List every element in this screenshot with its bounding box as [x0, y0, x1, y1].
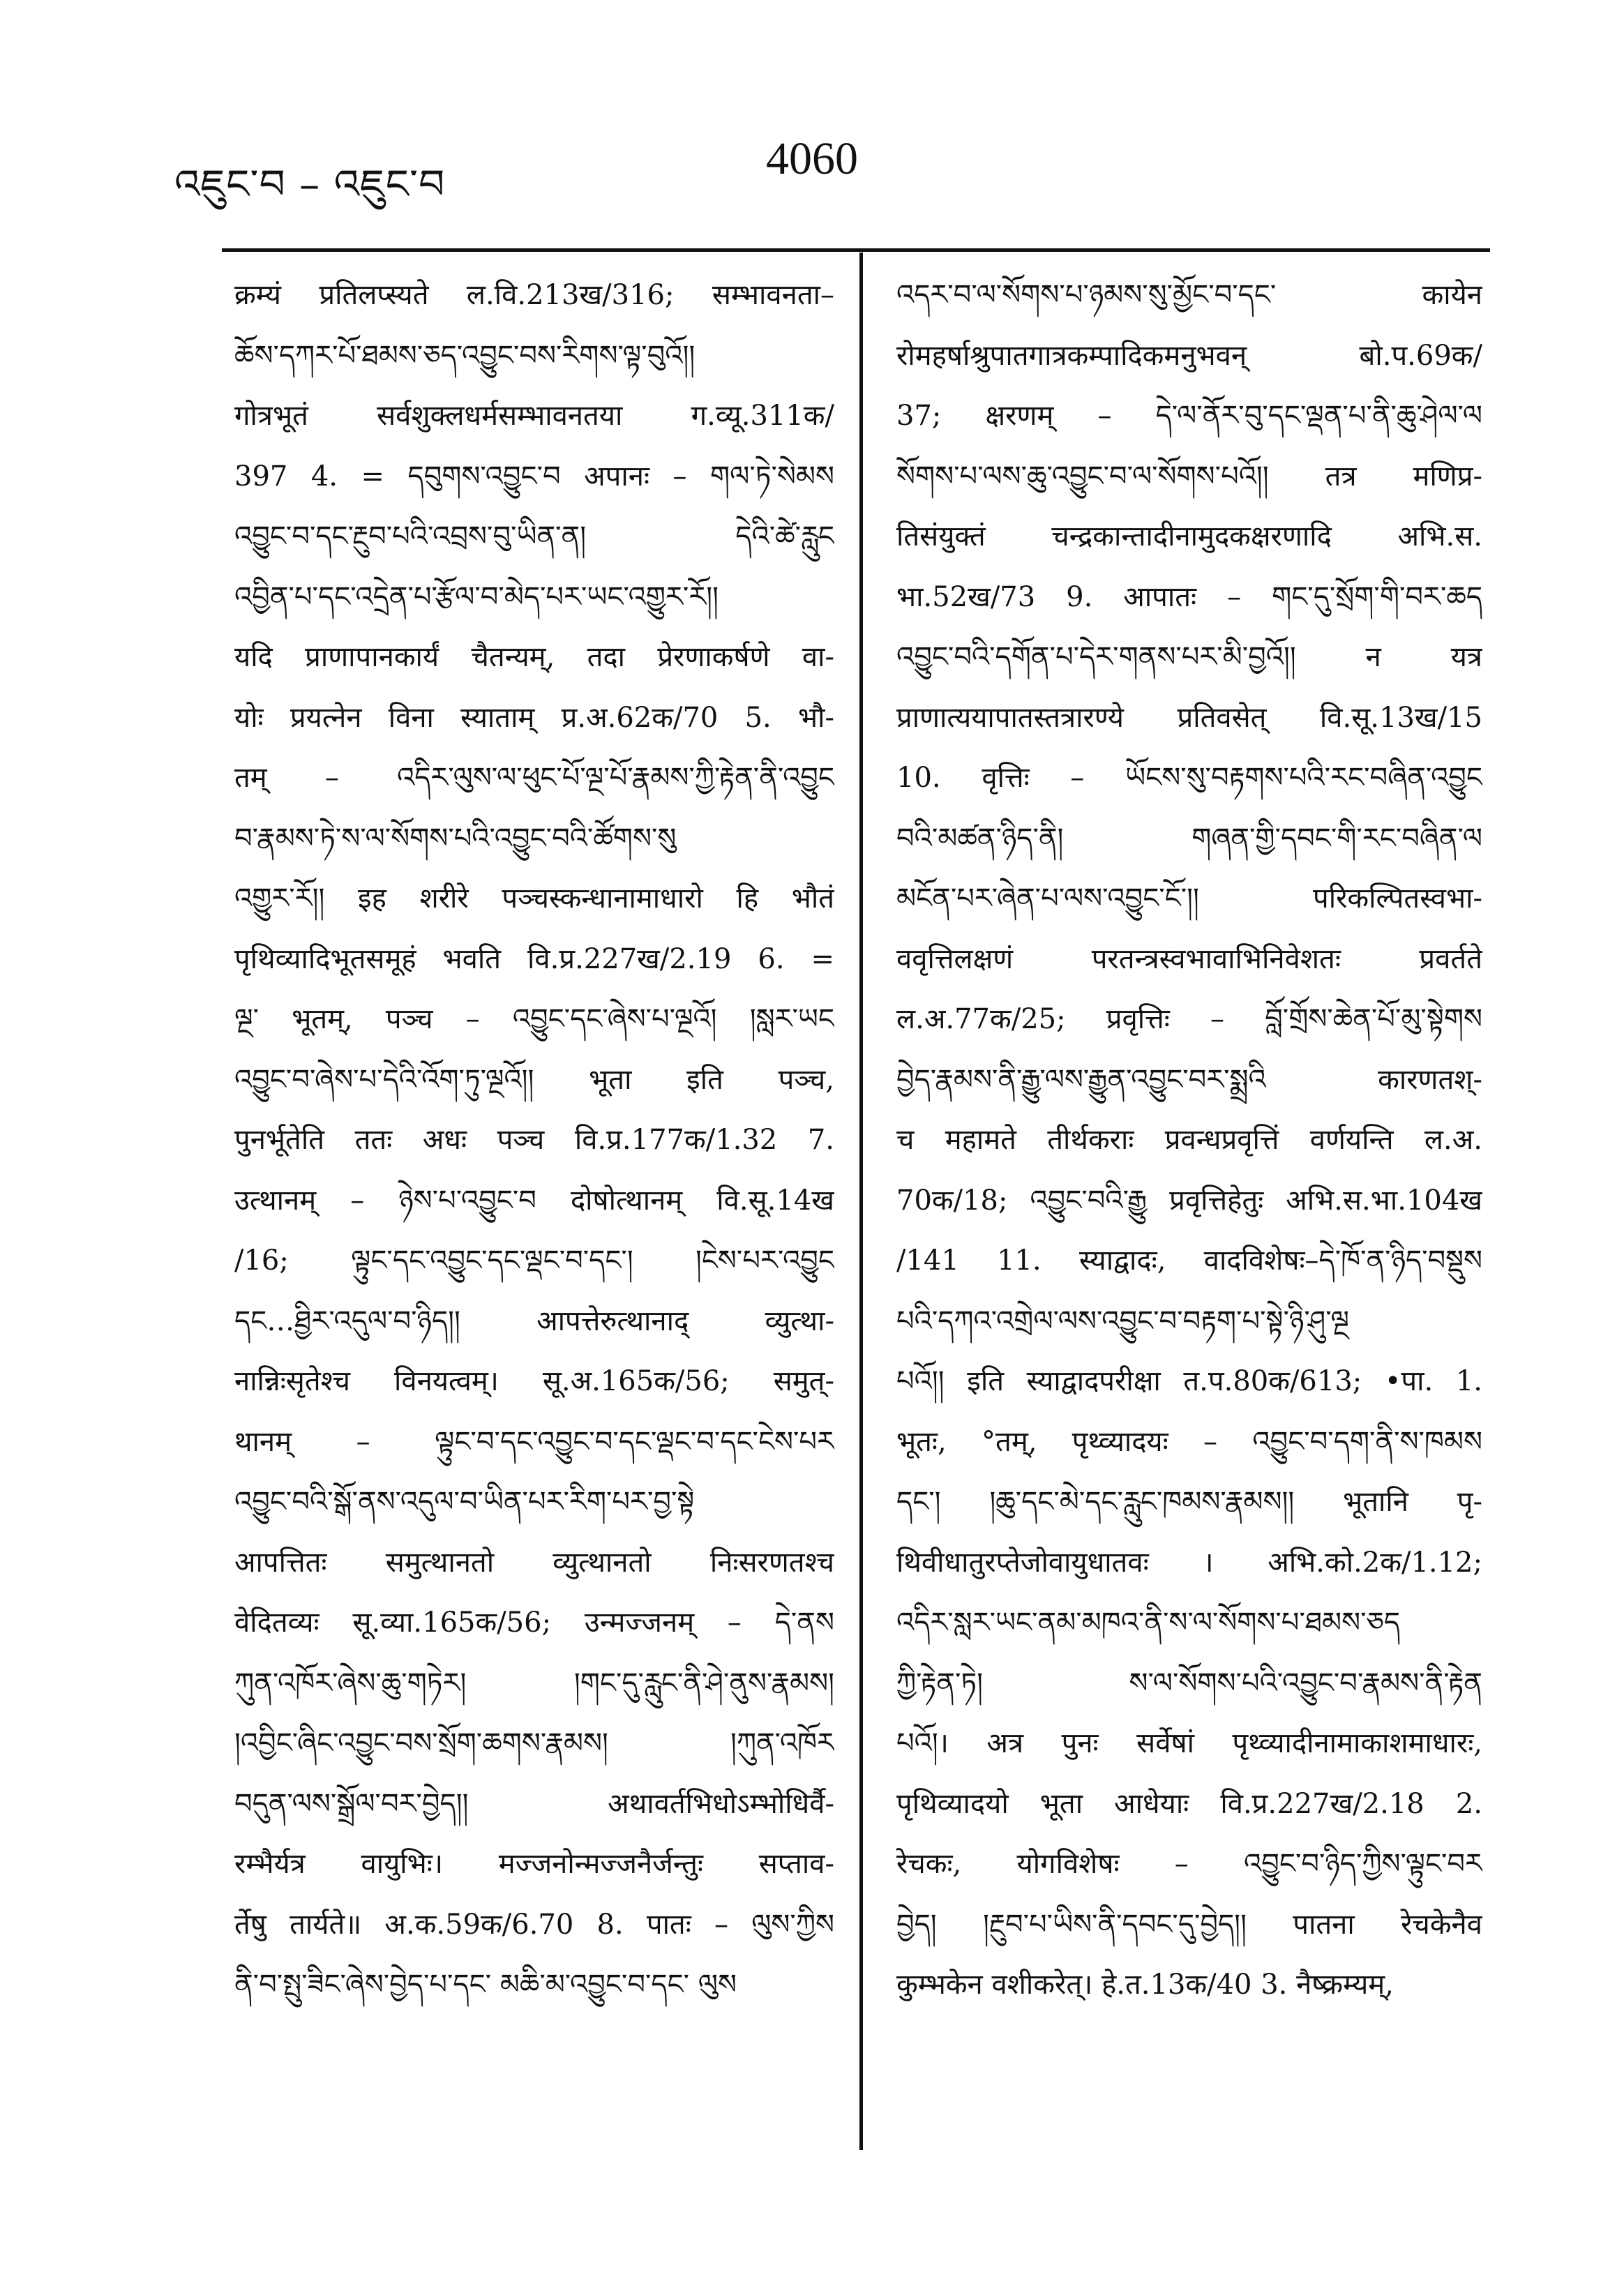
text-line: कुम्भकेन वशीकरेत्। हे.त.13क/40 3. नैष्क्रम्यम्, [896, 1969, 1394, 2001]
text-line: गोत्रभूतं सर्वशुक्लधर्मसम्भावनतया ग.व्यू.311क/ [234, 400, 834, 432]
text-line: པའི་དཀའ་འགྲེལ་ལས་འབྱུང་བ་བརྟག་པ་སྟེ་ཉི་ཤུ་ལྔ [896, 1305, 1350, 1337]
text-line: པའོ།। अत्र पुनः सर्वेषां पृथ्व्यादीनामाकाशमाधारः, [896, 1727, 1482, 1759]
text-line: འབྱུང་བའི་དགོན་པ་དེར་གནས་པར་མི་བྱའོ།། न यत्र [896, 641, 1482, 673]
text-line: ལྔ་ भूतम्, पञ्च – འབྱུང་དང་ཞེས་པ་ལྔའོ། །སླར་ཡང [234, 1003, 834, 1035]
text-line: འབྱུང་བ་ཞེས་པ་དེའི་འོག་ཏུ་ལྔའོ།། भूता इति पञ्च, [234, 1063, 834, 1096]
text-line: रोमहर्षाश्रुपातगात्रकम्पादिकमनुभवन् बो.प.69क/ [896, 339, 1482, 372]
text-line: 10. वृत्तिः – ཡོངས་སུ་བརྟགས་པའི་རང་བཞིན་འབྱུང [896, 762, 1482, 794]
text-line: क्रम्यं प्रतिलप्स्यते ल.वि.213ख/316; सम्भावनता– [234, 279, 834, 311]
text-line: भूतः, °तम्, पृथ्व्यादयः – འབྱུང་བ་དག་ནི་ས་ཁམས [896, 1425, 1482, 1458]
text-line: पृथिव्यादयो भूता आधेयाः वि.प्र.227ख/2.18 2. [896, 1787, 1482, 1820]
text-line: དང་། །ཆུ་དང་མེ་དང་རླུང་ཁམས་རྣམས།། भूतानि पृ- [896, 1486, 1482, 1518]
text-line: थानम् – ལྟུང་བ་དང་འབྱུང་བ་དང་ལྡང་བ་དང་ངེས་པར [234, 1425, 834, 1458]
text-line: འབྱུང་བའི་སྒོ་ནས་འདུལ་བ་ཡིན་པར་རིག་པར་བྱ་སྟེ [234, 1486, 695, 1518]
text-line: यदि प्राणापानकार्यं चैतन्यम्, तदा प्रेरणाकर्षणे वा- [234, 641, 834, 673]
text-line: འགྱུར་རོ།། इह शरीरे पञ्चस्कन्धानामाधारो हि भौतं [234, 882, 834, 915]
text-line: །འབྱིང་ཞིང་འབྱུང་བས་སྲོག་ཆགས་རྣམས། །ཀུན་འཁོར [234, 1727, 834, 1759]
text-line: ཀྱི་རྟེན་ཏེ། ས་ལ་སོགས་པའི་འབྱུང་བ་རྣམས་ནི་རྟེན [896, 1667, 1482, 1699]
text-line: ववृत्तिलक्षणं परतन्त्रस्वभावाभिनिवेशतः प्रवर्तते [896, 942, 1482, 975]
running-head: འཇུང་བ – འཇུང་བ [174, 160, 446, 208]
text-line: र्तेषु तार्यते॥ अ.क.59क/6.70 8. पातः – ལུས་ཀྱིས [234, 1908, 834, 1941]
text-line: པའོ།། इति स्याद्वादपरीक्षा त.प.80क/613; •पा. 1. [896, 1365, 1482, 1397]
text-line: བདུན་ལས་སྒྲོལ་བར་བྱེད།། अथावर्तभिधोऽम्भोधिर्वै- [234, 1787, 834, 1820]
text-line: ནི་བ་སྤུ་ཟིང་ཞེས་བྱེད་པ་དང་ མཆི་མ་འབྱུང་བ་དང་ ལུས [234, 1969, 737, 2001]
text-line: སོགས་པ་ལས་ཆུ་འབྱུང་བ་ལ་སོགས་པའོ།། तत्र मणिप्र- [896, 460, 1482, 493]
text-line: 70क/18; འབྱུང་བའི་རྒྱུ प्रवृत्तिहेतुः अभि.स.भा.104ख [896, 1184, 1482, 1217]
right-column [896, 265, 1482, 2015]
text-line: /141 11. स्याद्वादः, वादविशेषः–དེ་ཁོ་ན་ཉིད་བསྡུས [896, 1245, 1482, 1277]
text-line: མངོན་པར་ཞེན་པ་ལས་འབྱུང་ངོ་།། परिकल्पितस्वभा- [896, 882, 1482, 915]
text-line: च महामते तीर्थकराः प्रवन्धप्रवृत्तिं वर्णयन्ति ल.अ. [896, 1124, 1482, 1156]
text-line: रम्भैर्यत्र वायुभिः। मज्जनोन्मज्जनैर्जन्तुः सप्ताव- [234, 1848, 834, 1880]
text-line: དང…ཐྱིར་འདུལ་བ་ཉིད།། आपत्तेरुत्थानाद् व्युत्था- [234, 1305, 834, 1337]
text-line: नान्निःसृतेश्च विनयत्वम्। सू.अ.165क/56; समुत्- [234, 1365, 834, 1397]
text-line: ल.अ.77क/25; प्रवृत्तिः – བློ་གྲོས་ཆེན་པོ་མུ་སྟེགས [896, 1003, 1482, 1035]
text-line: आपत्तितः समुत्थानतो व्युत्थानतो निःसरणतश्च [234, 1546, 834, 1579]
text-line: འདར་བ་ལ་སོགས་པ་ཉམས་སུ་མྱོང་བ་དང་ कायेन [896, 279, 1482, 311]
text-line: तिसंयुक्तं चन्द्रकान्तादीनामुदकक्षरणादि अभि.स. [896, 520, 1482, 552]
column-divider [859, 253, 863, 2150]
text-line: བྱེད། །རྔུབ་པ་ཡིས་ནི་དབང་དུ་བྱེད།། पातना रेचकेनैव [896, 1908, 1482, 1941]
text-line: 397 4. = དབུགས་འབྱུང་བ अपानः – གལ་ཏེ་སེམས [234, 460, 834, 493]
text-line: བ་རྣམས་ཏེ་ས་ལ་སོགས་པའི་འབྱུང་བའི་ཚོགས་སུ [234, 822, 677, 855]
text-line: འབྱིན་པ་དང་འདྲེན་པ་རྩོལ་བ་མེད་པར་ཡང་འགྱུར་རོ།། [234, 580, 719, 613]
text-line: /16; ལྟུང་དང་འབྱུང་དང་ལྡང་བ་དང་། །ངེས་པར་འབྱུང [234, 1245, 834, 1277]
text-line: तम् – འདིར་ལུས་ལ་ཕུང་པོ་ལྔ་པོ་རྣམས་ཀྱི་རྟེན་ནི་འབྱུང [234, 762, 834, 794]
text-line: प्राणात्ययापातस्तत्रारण्ये प्रतिवसेत् वि.सू.13ख/15 [896, 701, 1482, 734]
text-line: थिवीधातुरप्तेजोवायुधातवः । अभि.को.2क/1.12; [896, 1546, 1482, 1579]
text-line: भा.52ख/73 9. आपातः – གང་དུ་སྲོག་གི་བར་ཆད [896, 580, 1482, 613]
text-line: पुनर्भूतेति ततः अधः पञ्च वि.प्र.177क/1.32 7. [234, 1124, 834, 1156]
text-line: འདིར་སླར་ཡང་ནམ་མཁའ་ནི་ས་ལ་སོགས་པ་ཐམས་ཅད [896, 1607, 1401, 1639]
text-line: रेचकः, योगविशेषः – འབྱུང་བ་ཉིད་ཀྱིས་ལྟུང་བར [896, 1848, 1482, 1880]
text-line: བྱེད་རྣམས་ནི་རྒྱུ་ལས་རྒྱུན་འབྱུང་བར་སྨྲའི कारणतश्- [896, 1063, 1482, 1096]
header-rule [222, 248, 1490, 252]
text-line: འབྱུང་བ་དང་རྔུབ་པའི་འབྲས་བུ་ཡིན་ན། དེའི་ཚེ་རླུང [234, 520, 834, 552]
text-line: उत्थानम् – ཉེས་པ་འབྱུང་བ दोषोत्थानम् वि.सू.14ख [234, 1184, 834, 1217]
text-line: पृथिव्यादिभूतसमूहं भवति वि.प्र.227ख/2.19 6. = [234, 942, 834, 975]
text-line: བའི་མཚན་ཉིད་ནི། གཞན་གྱི་དབང་གི་རང་བཞིན་ལ [896, 822, 1482, 855]
left-column [234, 265, 834, 2015]
text-line: ཀུན་འཁོར་ཞེས་ཆུ་གཏེར། །གང་དུ་རླུང་ནི་ཤེ་ནུས་རྣམས། [234, 1667, 834, 1699]
page-number: 4060 [766, 133, 858, 184]
text-line: वेदितव्यः सू.व्या.165क/56; उन्मज्जनम् – དེ་ནས [234, 1607, 834, 1639]
text-line: योः प्रयत्नेन विना स्याताम् प्र.अ.62क/70 5. भौ- [234, 701, 834, 734]
text-line: 37; क्षरणम् – དེ་ལ་ནོར་བུ་དང་ལྡན་པ་ནི་ཆུ་ཤེལ་ལ [896, 400, 1482, 432]
text-line: ཆོས་དཀར་པོ་ཐམས་ཅད་འབྱུང་བས་རིགས་ལྟ་བུའོ།། [234, 339, 696, 372]
